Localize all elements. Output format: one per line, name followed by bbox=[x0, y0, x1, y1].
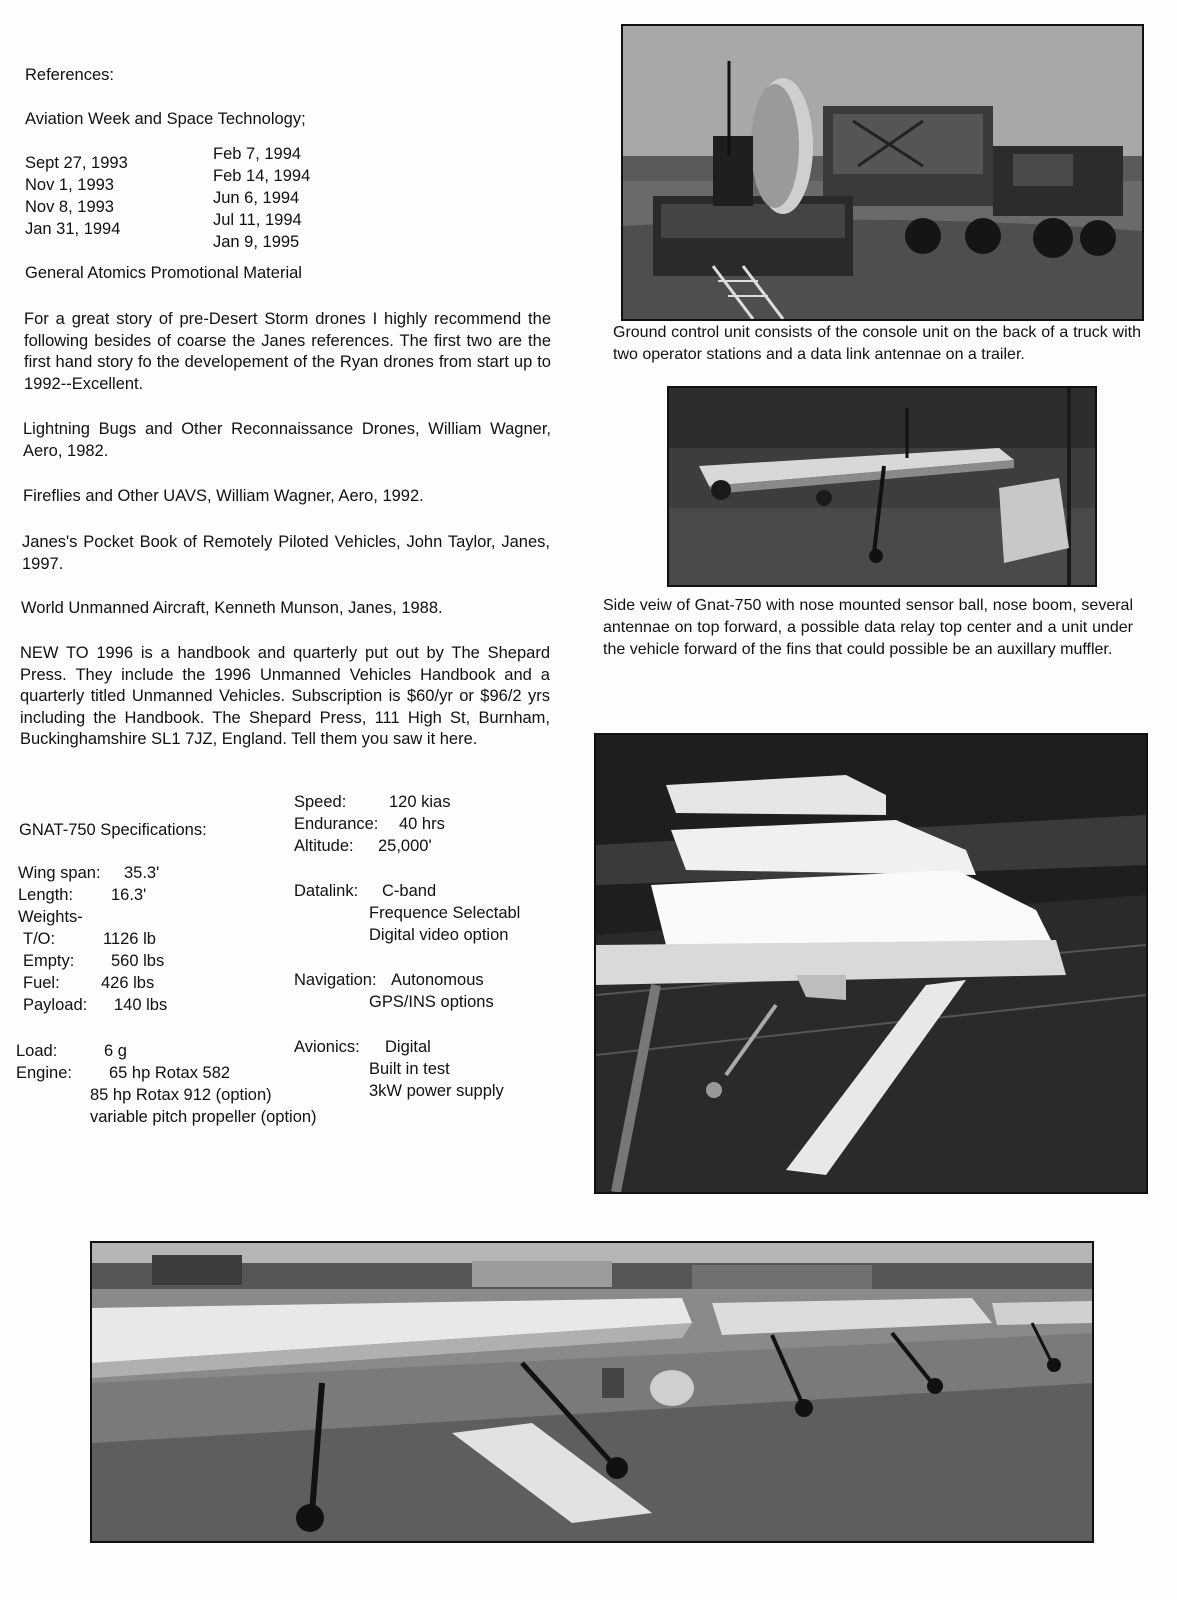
spec-value: Autonomous bbox=[391, 971, 484, 989]
spec-value: 25,000' bbox=[378, 837, 432, 855]
ground-control-image bbox=[623, 26, 1142, 319]
spec-value: Digital bbox=[385, 1038, 431, 1056]
spec-label: Speed: bbox=[294, 793, 347, 811]
spec-avionics-detail: Built in test bbox=[369, 1060, 450, 1078]
wing-closeup-photo bbox=[594, 733, 1148, 1194]
side-view-image bbox=[669, 388, 1095, 585]
reference-book-janes-pocket: Janes's Pocket Book of Remotely Piloted Vehicles, John Taylor, Janes, 1997. bbox=[22, 533, 550, 573]
spec-label: Endurance: bbox=[294, 815, 379, 833]
spec-speed bbox=[294, 791, 450, 813]
spec-label: Altitude: bbox=[294, 837, 354, 855]
date-item: Jan 31, 1994 bbox=[25, 220, 121, 238]
spec-engine-option: 85 hp Rotax 912 (option) bbox=[90, 1086, 272, 1104]
spec-empty-weight bbox=[18, 950, 167, 972]
date-item: Feb 7, 1994 bbox=[213, 145, 302, 163]
aircraft-line-image bbox=[92, 1243, 1092, 1541]
spec-datalink bbox=[294, 880, 520, 902]
spec-avionics-detail: 3kW power supply bbox=[369, 1082, 504, 1100]
spec-navigation-detail: GPS/INS options bbox=[369, 993, 494, 1011]
spec-load bbox=[16, 1040, 317, 1062]
specs-performance-block bbox=[294, 791, 450, 857]
specs-avionics-block bbox=[294, 1036, 504, 1102]
spec-value: 16.3' bbox=[111, 886, 147, 904]
spec-label: Payload: bbox=[23, 996, 88, 1014]
date-item: Sept 27, 1993 bbox=[25, 154, 128, 172]
spec-label: Datalink: bbox=[294, 882, 359, 900]
spec-wing-span bbox=[18, 862, 167, 884]
spec-navigation bbox=[294, 969, 494, 991]
spec-datalink-detail: Frequence Selectabl bbox=[369, 904, 521, 922]
spec-value: 120 kias bbox=[389, 793, 451, 811]
date-item: Jan 9, 1995 bbox=[213, 233, 300, 251]
spec-avionics bbox=[294, 1036, 504, 1058]
reference-book-world-unmanned: World Unmanned Aircraft, Kenneth Munson, Janes, 1988. bbox=[21, 599, 443, 617]
spec-label: Engine: bbox=[16, 1064, 72, 1082]
aviation-week-title: Aviation Week and Space Technology; bbox=[25, 110, 306, 128]
spec-engine-option: variable pitch propeller (option) bbox=[90, 1108, 317, 1126]
date-item: Nov 1, 1993 bbox=[25, 176, 114, 194]
date-item: Feb 14, 1994 bbox=[213, 167, 311, 185]
specs-left-block bbox=[18, 862, 167, 1016]
spec-altitude bbox=[294, 835, 450, 857]
date-item: Nov 8, 1993 bbox=[25, 198, 114, 216]
spec-label: T/O: bbox=[23, 930, 56, 948]
reference-book-lightning-bugs: Lightning Bugs and Other Reconnaissance Drones, William Wagner, Aero, 1982. bbox=[23, 420, 551, 460]
side-view-caption: Side veiw of Gnat-750 with nose mounted sensor ball, nose boom, several antennae on top forward, a possible data relay top center and a unit under the vehicle forward of the fins that could possible be an auxillary muffler. bbox=[603, 597, 1133, 658]
aircraft-line-photo bbox=[90, 1241, 1094, 1543]
specs-engine-block bbox=[16, 1040, 317, 1128]
spec-endurance bbox=[294, 813, 450, 835]
spec-label: Empty: bbox=[23, 952, 75, 970]
spec-value: 560 lbs bbox=[111, 952, 165, 970]
specs-navigation-block bbox=[294, 969, 494, 1013]
spec-fuel-weight bbox=[18, 972, 167, 994]
specs-title: GNAT-750 Specifications: bbox=[19, 821, 207, 839]
new-to-1996-paragraph: NEW TO 1996 is a handbook and quarterly put out by The Shepard Press. They include the 1996 Unmanned Vehicles Handbook and a quarterly titled Unmanned Vehicles. Subscription is $60/yr or $96/2 yrs including the Handbook. The Shepard Press, 111 High St, Burnham, Buckinghamshire SL1 7JZ, England. Tell them you saw it here. bbox=[20, 644, 550, 748]
spec-payload-weight bbox=[18, 994, 167, 1016]
side-view-photo bbox=[667, 386, 1097, 587]
spec-value: 140 lbs bbox=[114, 996, 168, 1014]
spec-label: Weights- bbox=[18, 908, 83, 926]
spec-value: 35.3' bbox=[124, 864, 160, 882]
spec-label: Fuel: bbox=[23, 974, 60, 992]
references-heading: References: bbox=[25, 66, 114, 84]
reference-book-fireflies: Fireflies and Other UAVS, William Wagner, Aero, 1992. bbox=[23, 487, 424, 505]
spec-value: 65 hp Rotax 582 bbox=[109, 1064, 231, 1082]
date-item: Jun 6, 1994 bbox=[213, 189, 300, 207]
spec-value: 426 lbs bbox=[101, 974, 155, 992]
date-item: Jul 11, 1994 bbox=[213, 211, 302, 229]
spec-weights bbox=[18, 906, 167, 928]
spec-takeoff-weight bbox=[18, 928, 167, 950]
spec-label: Avionics: bbox=[294, 1038, 360, 1056]
spec-value: C-band bbox=[382, 882, 437, 900]
wing-closeup-image bbox=[596, 735, 1146, 1192]
spec-label: Length: bbox=[18, 886, 74, 904]
spec-engine bbox=[16, 1062, 317, 1084]
dates-left-list bbox=[25, 152, 128, 240]
specs-datalink-block bbox=[294, 880, 520, 946]
spec-label: Wing span: bbox=[18, 864, 101, 882]
spec-length bbox=[18, 884, 167, 906]
ground-control-caption: Ground control unit consists of the console unit on the back of a truck with two operator stations and a data link antennae on a trailer. bbox=[613, 324, 1141, 363]
dates-right-list bbox=[213, 143, 310, 253]
ground-control-photo bbox=[621, 24, 1144, 321]
spec-datalink-detail: Digital video option bbox=[369, 926, 509, 944]
spec-value: 40 hrs bbox=[399, 815, 445, 833]
story-paragraph: For a great story of pre-Desert Storm drones I highly recommend the following besides of coarse the Janes references. The first two are the first hand story fo the developement of the Ryan drones from start up to 1992--Excellent. bbox=[24, 310, 551, 393]
spec-label: Navigation: bbox=[294, 971, 377, 989]
spec-label: Load: bbox=[16, 1042, 58, 1060]
ga-material: General Atomics Promotional Material bbox=[25, 264, 302, 282]
spec-value: 1126 lb bbox=[103, 930, 156, 948]
spec-value: 6 g bbox=[104, 1042, 127, 1060]
